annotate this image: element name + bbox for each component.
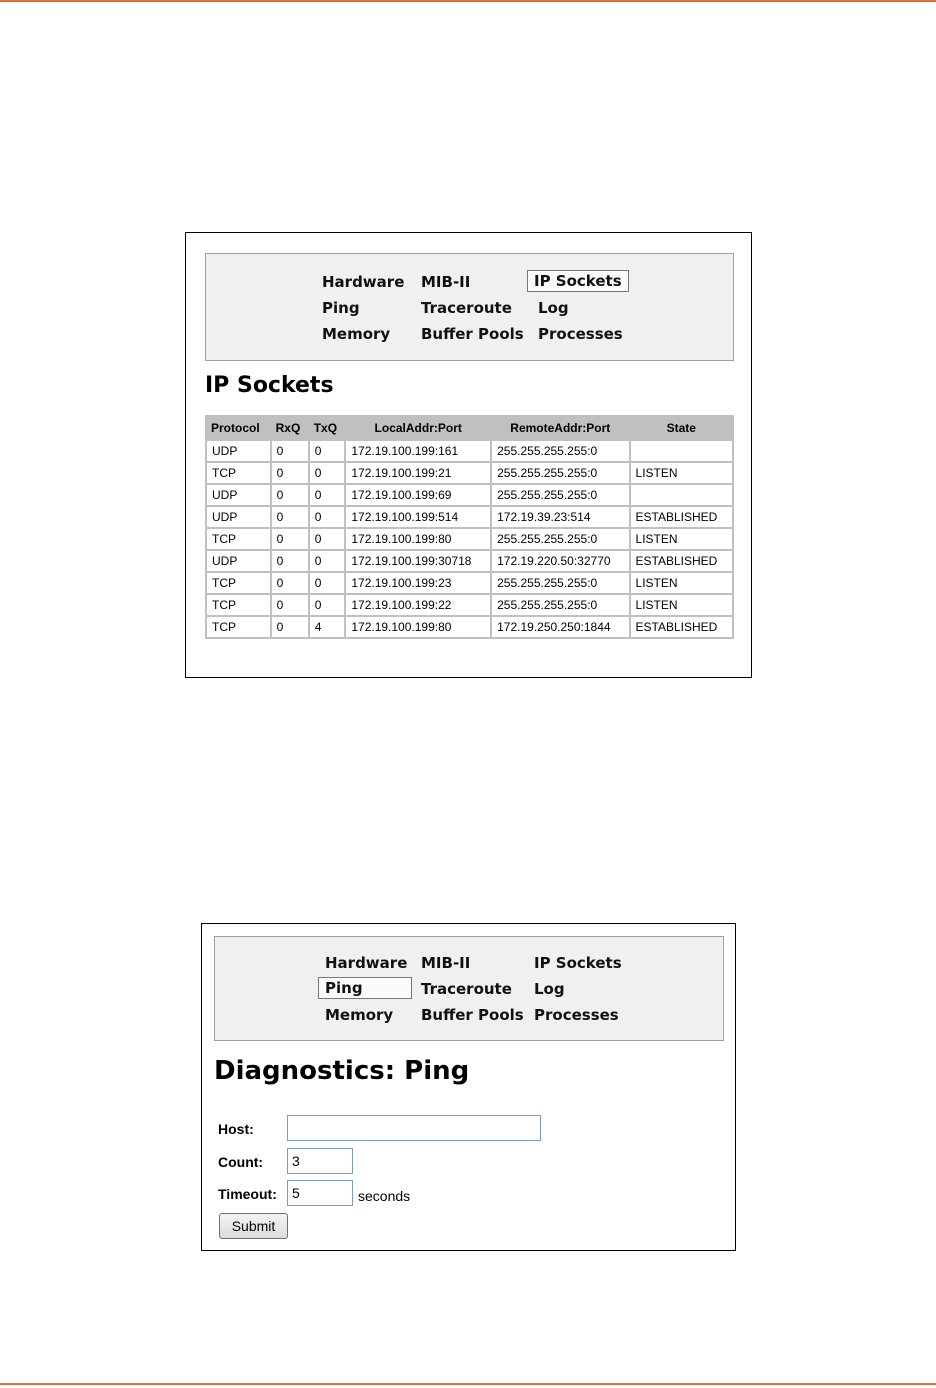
cell-txq: 0 (310, 595, 345, 615)
cell-state: ESTABLISHED (631, 507, 732, 527)
host-input[interactable] (287, 1115, 541, 1141)
cell-txq: 4 (310, 617, 345, 637)
cell-rxq: 0 (272, 529, 308, 549)
nav-hardware[interactable]: Hardware (322, 273, 405, 291)
cell-remote-addr: 172.19.39.23:514 (492, 507, 628, 527)
ping-screenshot (201, 923, 736, 1251)
cell-state: LISTEN (631, 529, 732, 549)
col-rxq: RxQ (272, 417, 308, 439)
cell-txq: 0 (310, 485, 345, 505)
nav-hardware[interactable]: Hardware (325, 954, 408, 972)
table-header-row (207, 417, 732, 439)
nav-mib-ii[interactable]: MIB-II (421, 273, 471, 291)
cell-local-addr: 172.19.100.199:21 (346, 463, 490, 483)
nav-memory[interactable]: Memory (325, 1006, 394, 1024)
timeout-input[interactable] (287, 1180, 353, 1206)
sockets-table (205, 415, 734, 639)
bottom-rule (0, 1383, 936, 1385)
cell-rxq: 0 (272, 617, 308, 637)
cell-state: LISTEN (631, 463, 732, 483)
cell-txq: 0 (310, 573, 345, 593)
nav-log[interactable]: Log (534, 980, 565, 998)
cell-rxq: 0 (272, 573, 308, 593)
cell-local-addr: 172.19.100.199:80 (346, 529, 490, 549)
cell-protocol: TCP (207, 595, 270, 615)
cell-state: LISTEN (631, 595, 732, 615)
nav-mib-ii[interactable]: MIB-II (421, 954, 471, 972)
count-label: Count: (218, 1154, 264, 1170)
nav-processes[interactable]: Processes (538, 325, 623, 343)
cell-protocol: UDP (207, 441, 270, 461)
cell-protocol: UDP (207, 485, 270, 505)
nav-ip-sockets[interactable]: IP Sockets (527, 270, 629, 292)
ip-sockets-screenshot (185, 232, 752, 678)
col-state: State (631, 417, 732, 439)
nav-buffer-pools[interactable]: Buffer Pools (421, 325, 524, 343)
table-row (207, 551, 732, 571)
col-local-addr: LocalAddr:Port (346, 417, 490, 439)
host-label: Host: (218, 1121, 254, 1137)
cell-protocol: TCP (207, 529, 270, 549)
cell-remote-addr: 255.255.255.255:0 (492, 595, 628, 615)
cell-txq: 0 (310, 551, 345, 571)
page-title: Diagnostics: Ping (214, 1056, 470, 1086)
table-row (207, 595, 732, 615)
nav-processes[interactable]: Processes (534, 1006, 619, 1024)
nav-buffer-pools[interactable]: Buffer Pools (421, 1006, 524, 1024)
cell-remote-addr: 172.19.250.250:1844 (492, 617, 628, 637)
cell-protocol: UDP (207, 507, 270, 527)
table-row (207, 529, 732, 549)
nav-traceroute[interactable]: Traceroute (421, 980, 512, 998)
cell-local-addr: 172.19.100.199:80 (346, 617, 490, 637)
cell-local-addr: 172.19.100.199:514 (346, 507, 490, 527)
nav-traceroute[interactable]: Traceroute (421, 299, 512, 317)
cell-state (631, 441, 732, 461)
cell-state: ESTABLISHED (631, 617, 732, 637)
col-remote-addr: RemoteAddr:Port (492, 417, 628, 439)
table-row (207, 441, 732, 461)
cell-txq: 0 (310, 507, 345, 527)
col-txq: TxQ (310, 417, 345, 439)
cell-local-addr: 172.19.100.199:23 (346, 573, 490, 593)
cell-local-addr: 172.19.100.199:161 (346, 441, 490, 461)
nav-ip-sockets[interactable]: IP Sockets (534, 954, 622, 972)
cell-local-addr: 172.19.100.199:30718 (346, 551, 490, 571)
cell-protocol: TCP (207, 463, 270, 483)
table-row (207, 507, 732, 527)
page-title: IP Sockets (205, 373, 334, 398)
table-row (207, 573, 732, 593)
cell-rxq: 0 (272, 485, 308, 505)
cell-state: ESTABLISHED (631, 551, 732, 571)
top-rule (0, 0, 936, 2)
cell-remote-addr: 255.255.255.255:0 (492, 485, 628, 505)
cell-txq: 0 (310, 529, 345, 549)
count-input[interactable] (287, 1148, 353, 1174)
nav-menu (214, 936, 724, 1041)
cell-rxq: 0 (272, 441, 308, 461)
cell-remote-addr: 255.255.255.255:0 (492, 529, 628, 549)
cell-rxq: 0 (272, 551, 308, 571)
cell-local-addr: 172.19.100.199:22 (346, 595, 490, 615)
cell-protocol: UDP (207, 551, 270, 571)
cell-remote-addr: 172.19.220.50:32770 (492, 551, 628, 571)
cell-remote-addr: 255.255.255.255:0 (492, 573, 628, 593)
cell-remote-addr: 255.255.255.255:0 (492, 463, 628, 483)
cell-remote-addr: 255.255.255.255:0 (492, 441, 628, 461)
cell-protocol: TCP (207, 573, 270, 593)
timeout-label: Timeout: (218, 1186, 277, 1202)
table-row (207, 463, 732, 483)
cell-rxq: 0 (272, 463, 308, 483)
submit-button[interactable]: Submit (219, 1213, 288, 1239)
table-row (207, 617, 732, 637)
cell-txq: 0 (310, 463, 345, 483)
table-row (207, 485, 732, 505)
cell-protocol: TCP (207, 617, 270, 637)
nav-ping[interactable]: Ping (322, 299, 360, 317)
cell-rxq: 0 (272, 595, 308, 615)
cell-state: LISTEN (631, 573, 732, 593)
cell-state (631, 485, 732, 505)
cell-local-addr: 172.19.100.199:69 (346, 485, 490, 505)
nav-memory[interactable]: Memory (322, 325, 391, 343)
cell-rxq: 0 (272, 507, 308, 527)
nav-log[interactable]: Log (538, 299, 569, 317)
nav-ping[interactable]: Ping (318, 977, 412, 999)
nav-menu (205, 253, 734, 361)
timeout-unit: seconds (358, 1188, 411, 1204)
cell-txq: 0 (310, 441, 345, 461)
col-protocol: Protocol (207, 417, 270, 439)
